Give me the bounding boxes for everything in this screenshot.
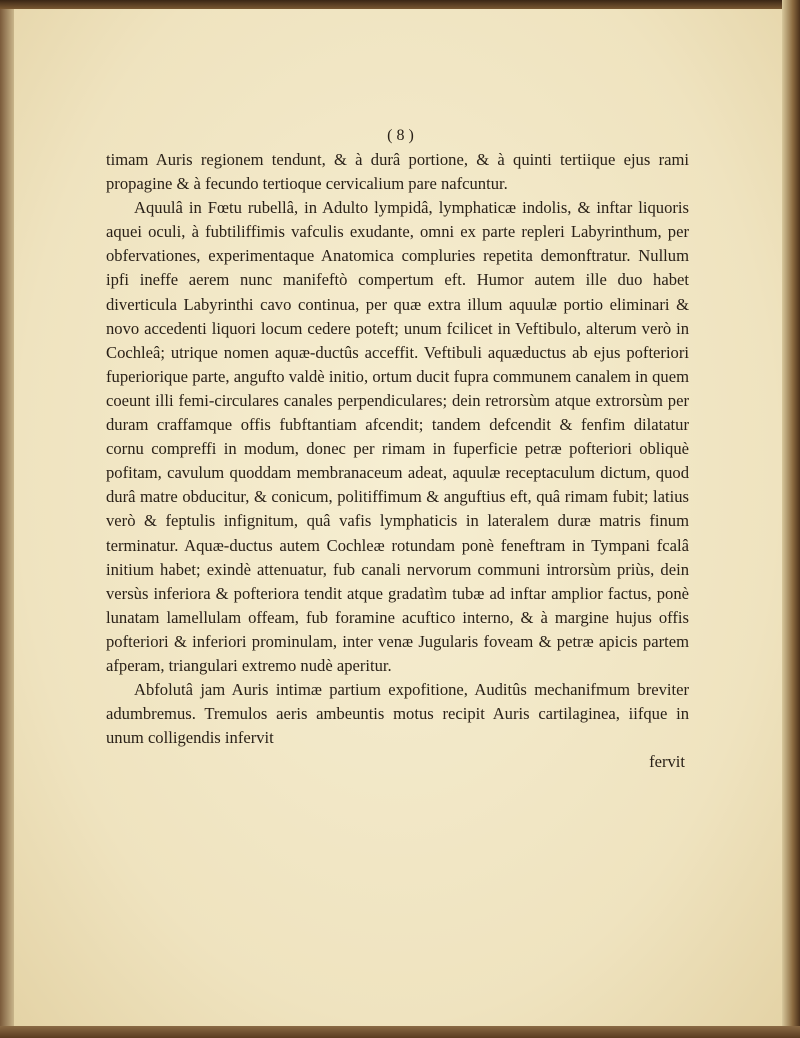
top-binding-edge	[0, 0, 800, 9]
catchword: fervit	[649, 752, 685, 772]
paragraph-aquula: Aquulâ in Fœtu rubellâ, in Adulto lympidâ, lymphaticæ indolis, & inftar liquoris aquei oculi, à fubtiliffimis vafculis exudante, omni ex parte repleri Labyrinthum, per obfervationes, experimentaque Anatomica compluries repetita demonftratur. Nullum ipfi ineffe aerem nunc manifeftò compertum eft. Humor autem ille duo habet diverticula Labyrinthi cavo continua, per quæ extra illum aquulæ portio eliminari & novo accedenti liquori locum cedere poteft; unum fcilicet in Veftibulo, alterum verò in Cochleâ; utrique nomen aquæ-ductûs acceffit. Veftibuli aquæductus ab ejus pofteriori fuperiorique parte, angufto valdè initio, ortum ducit fupra communem canalem in quem coeunt illi femi-circulares canales perpendiculares; dein retrorsùm atque extrorsùm per duram craffamque offis fubftantiam afcendit; tandem defcendit & fenfim dilatatur cornu compreffi in modum, donec per rimam in fuperficie petræ pofteriori obliquè pofitam, cavulum quoddam membranaceum adeat, aquulæ receptaculum dictum, quod durâ matre obducitur, & conicum, politiffimum & anguftius eft, quâ rimam fubit; latius verò & feptulis infignitum, quâ vafis lymphaticis in lateralem duræ matris finum terminatur. Aquæ-ductus autem Cochleæ rotundam ponè feneftram in Tympani fcalâ initium habet; exindè attenuatur, fub canali nervorum communi introrsùm priùs, dein versùs inferiora & pofteriora tendit atque gradatìm tubæ ad inftar amplior factus, ponè lunatam lamellulam offeam, fub foramine acuftico interno, & à margine hujus offis pofteriori & inferiori prominulam, inter venæ Jugularis foveam & petræ apicis partem afperam, triangulari extremo nudè aperitur.	[106, 198, 689, 675]
page-number: ( 8 )	[387, 127, 414, 144]
left-binding-edge	[0, 0, 14, 1038]
paragraph-absoluta: Abfolutâ jam Auris intimæ partium expofitione, Auditûs mechanifmum breviter adumbremus. Tremulos aeris ambeuntis motus recipit Auris cartilaginea, iifque in unum colligendis infervit	[106, 680, 689, 748]
right-binding-edge	[782, 0, 800, 1038]
page-text-block	[106, 126, 689, 774]
paragraph-continuation: timam Auris regionem tendunt, & à durâ portione, & à quinti tertiique ejus rami propagine & à fecundo tertioque cervicalium pare nafcuntur.	[106, 150, 689, 194]
bottom-binding-edge	[0, 1026, 800, 1038]
